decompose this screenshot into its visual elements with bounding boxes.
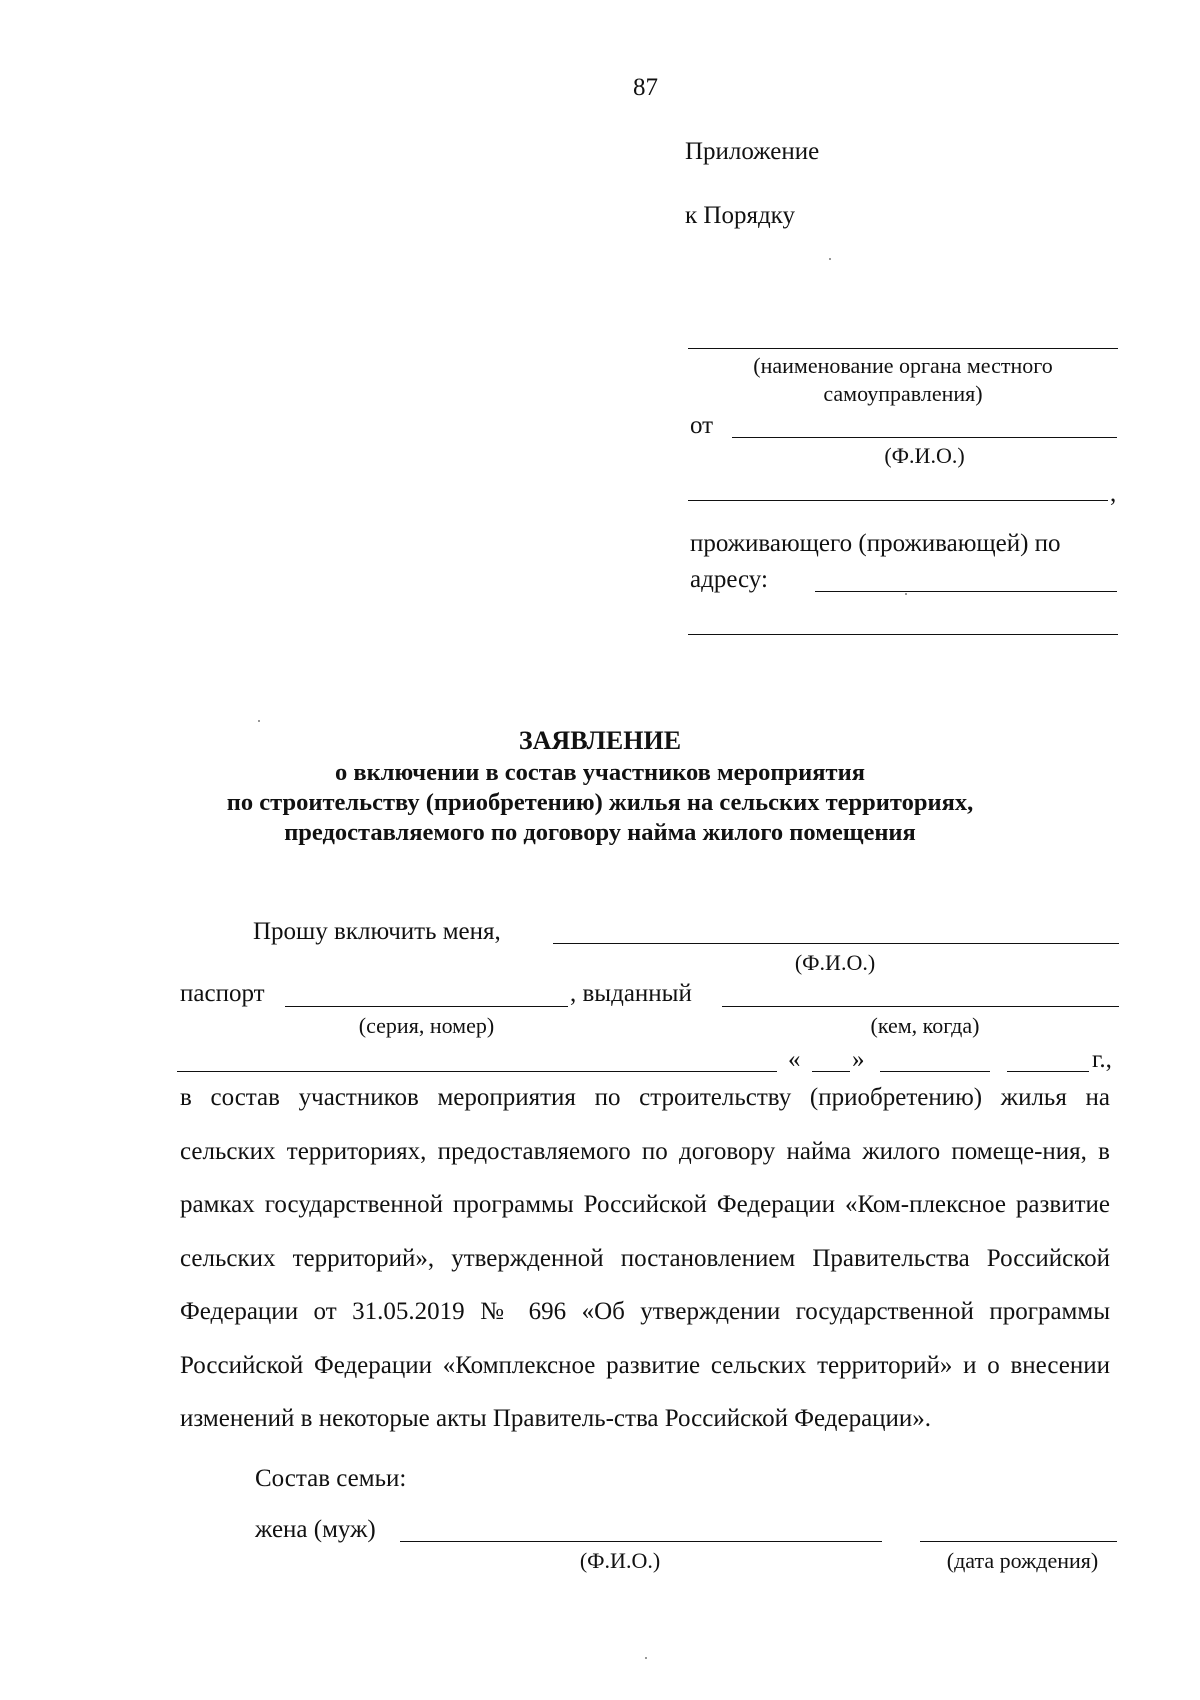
quote-close: » [852,1046,865,1073]
from-fio-caption: (Ф.И.О.) [884,443,965,468]
passport-number-line [285,1006,568,1007]
appendix-subtitle: к Порядку [685,202,795,229]
statement-title [150,726,1050,848]
organ-caption-1: (наименование органа местного [753,353,1053,378]
passport-issuer-caption: (кем, когда) [870,1013,980,1038]
spouse-dob-caption: (дата рождения) [946,1548,1099,1573]
scan-speck [829,258,831,260]
title-line-3: предоставляемого по договору найма жилого помещения [284,819,916,846]
from-fio-line [732,437,1117,438]
page-number: 87 [633,74,658,101]
spouse-dob-line [920,1541,1117,1542]
title-line-1: о включении в состав участников мероприятия [335,759,865,786]
applicant-fio-line [553,943,1119,944]
address-line-2 [688,634,1118,635]
organ-name-line [688,348,1118,349]
quote-open: « [788,1046,801,1073]
request-lead: Прошу включить меня, [253,918,501,945]
statement-body: в состав участников мероприятия по строительству (приобретению) жилья на сельских территориях, предоставляемого по договору найма жилого помеще-ния, в рамках государственной программы Российской Федерации «Ком-плексное развитие сельских территорий», утвержденной постановлением Правительства Российской Федерации от 31.05.2019 № 696 «Об утверждении государственной программы Российской Федерации «Комплексное развитие сельских территорий» и о внесении изменений в некоторые акты Правитель-ства Российской Федерации». [180,1084,1110,1432]
passport-label: паспорт [180,980,265,1007]
spouse-fio-line [400,1541,882,1542]
address-intro: проживающего (проживающей) по [690,530,1061,557]
fio-comma: , [1110,480,1117,507]
applicant-fio-caption: (Ф.И.О.) [794,950,876,975]
organ-caption-2: самоуправления) [823,381,983,406]
appendix-title: Приложение [685,138,820,165]
scan-speck [905,593,907,595]
year-suffix: г., [1092,1046,1112,1073]
spouse-fio-caption: (Ф.И.О.) [579,1548,661,1573]
scan-speck [645,1657,647,1659]
passport-issuer-line [722,1006,1119,1007]
spouse-label: жена (муж) [255,1516,376,1543]
issued-label: , выданный [570,980,692,1007]
address-line-1 [815,591,1117,592]
passport-series-caption: (серия, номер) [358,1013,495,1038]
scan-speck [258,720,260,722]
family-heading: Состав семьи: [255,1465,407,1492]
address-label: адресу: [690,566,768,593]
from-label: от [690,412,714,439]
title-line-2: по строительству (приобретению) жилья на сельских территориях, [226,789,974,816]
title-heading: ЗАЯВЛЕНИЕ [518,726,682,755]
fio-continuation-line [688,500,1108,501]
